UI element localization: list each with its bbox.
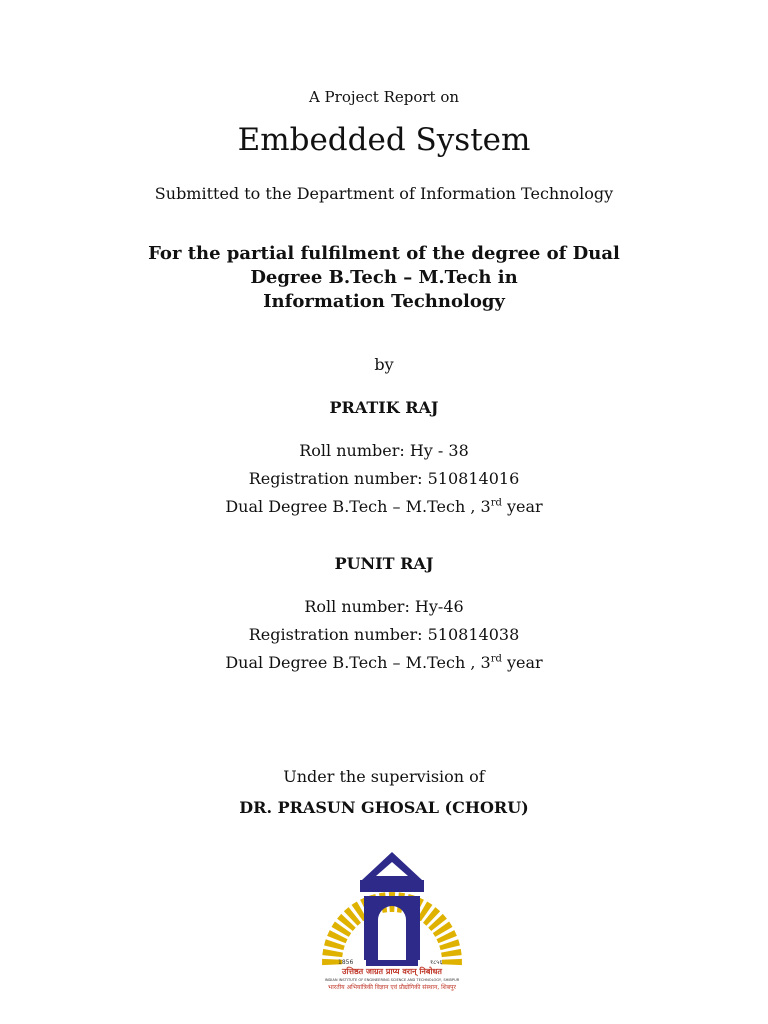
report-pre-title: A Project Report on (308, 88, 460, 106)
logo-base (366, 960, 418, 966)
course-year: year (501, 653, 543, 672)
institute-logo (316, 850, 468, 992)
course-year: year (501, 497, 543, 516)
purpose-line: Information Technology (263, 291, 505, 312)
student-course (0, 497, 768, 516)
logo-lintel (360, 880, 424, 892)
course-text: Dual Degree B.Tech – M.Tech , 3 (225, 497, 491, 516)
student-roll: Roll number: Hy-46 (304, 597, 464, 616)
purpose-line: For the partial fulfilment of the degree of Dual (148, 243, 620, 264)
student-registration: Registration number: 510814016 (248, 469, 520, 488)
student-course (0, 653, 768, 672)
logo-year-left: 1856 (338, 959, 354, 966)
supervisor-name: DR. PRASUN GHOSAL (CHORU) (239, 798, 529, 817)
course-ordinal: rd (490, 497, 502, 509)
student-registration: Registration number: 510814038 (248, 625, 520, 644)
student-roll: Roll number: Hy - 38 (299, 441, 469, 460)
student-name: PUNIT RAJ (334, 554, 434, 573)
degree-purpose (0, 242, 768, 314)
logo-motto: उत्तिष्ठत जाग्रत प्राप्य वरान् निबोधत (341, 967, 443, 976)
by-label: by (374, 355, 394, 374)
sunburst-ray (441, 949, 462, 957)
report-title: Embedded System (237, 122, 531, 158)
logo-institute-hindi: भारतीय अभियांत्रिकी विज्ञान एवं प्रौद्योगिकी संस्थान, शिबपुर (327, 984, 457, 991)
course-ordinal: rd (490, 653, 502, 665)
purpose-line: Degree B.Tech – M.Tech in (250, 267, 518, 288)
student-name: PRATIK RAJ (329, 398, 439, 417)
logo-year-right: १८५६ (430, 959, 443, 966)
logo-institute-english: INDIAN INSTITUTE OF ENGINEERING SCIENCE AND TECHNOLOGY, SHIBPUR (324, 978, 460, 982)
sunburst-ray (322, 949, 343, 957)
course-text: Dual Degree B.Tech – M.Tech , 3 (225, 653, 491, 672)
logo-arch (364, 896, 420, 960)
submitted-to: Submitted to the Department of Information Technology (154, 184, 614, 203)
sunburst-ray (442, 959, 462, 965)
supervision-label: Under the supervision of (283, 767, 485, 786)
